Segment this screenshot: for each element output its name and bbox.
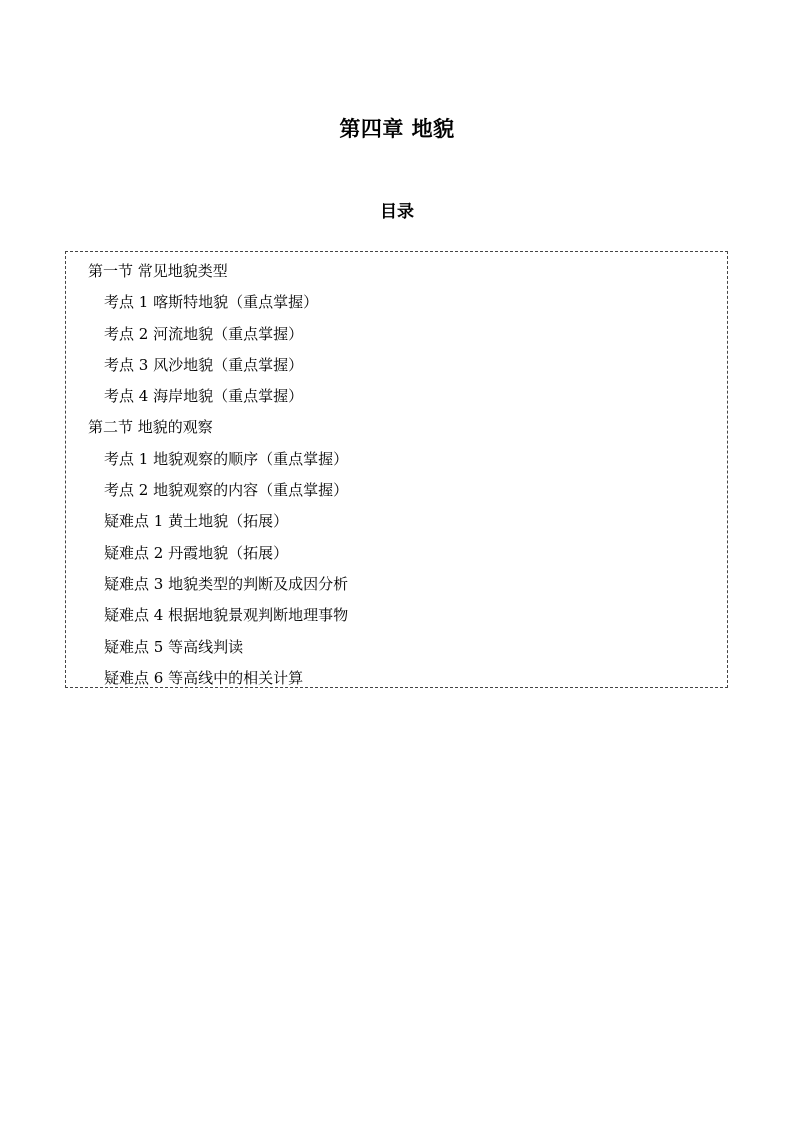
toc-entry[interactable]: 考点 2 河流地貌（重点掌握） xyxy=(104,324,304,343)
toc-section-2[interactable]: 第二节 地貌的观察 xyxy=(88,418,213,437)
chapter-title: 第四章 地貌 xyxy=(339,116,455,142)
toc-heading: 目录 xyxy=(380,202,414,223)
toc-entry[interactable]: 疑难点 6 等高线中的相关计算 xyxy=(104,668,304,687)
toc-entry[interactable]: 疑难点 3 地貌类型的判断及成因分析 xyxy=(104,574,349,593)
toc-list xyxy=(66,256,348,694)
toc-entry[interactable]: 疑难点 5 等高线判读 xyxy=(104,637,244,656)
toc-entry[interactable]: 考点 4 海岸地貌（重点掌握） xyxy=(104,387,304,406)
toc-entry[interactable]: 考点 2 地貌观察的内容（重点掌握） xyxy=(104,481,349,500)
table-of-contents xyxy=(65,251,728,688)
toc-section-1[interactable]: 第一节 常见地貌类型 xyxy=(88,262,228,280)
toc-entry[interactable]: 疑难点 4 根据地貌景观判断地理事物 xyxy=(104,606,349,625)
toc-entry[interactable]: 考点 1 喀斯特地貌（重点掌握） xyxy=(104,293,319,312)
toc-entry[interactable]: 疑难点 2 丹霞地貌（拓展） xyxy=(104,543,289,562)
toc-entry[interactable]: 疑难点 1 黄土地貌（拓展） xyxy=(104,512,289,531)
toc-entry[interactable]: 考点 1 地貌观察的顺序（重点掌握） xyxy=(104,449,349,468)
toc-entry[interactable]: 考点 3 风沙地貌（重点掌握） xyxy=(104,355,304,374)
